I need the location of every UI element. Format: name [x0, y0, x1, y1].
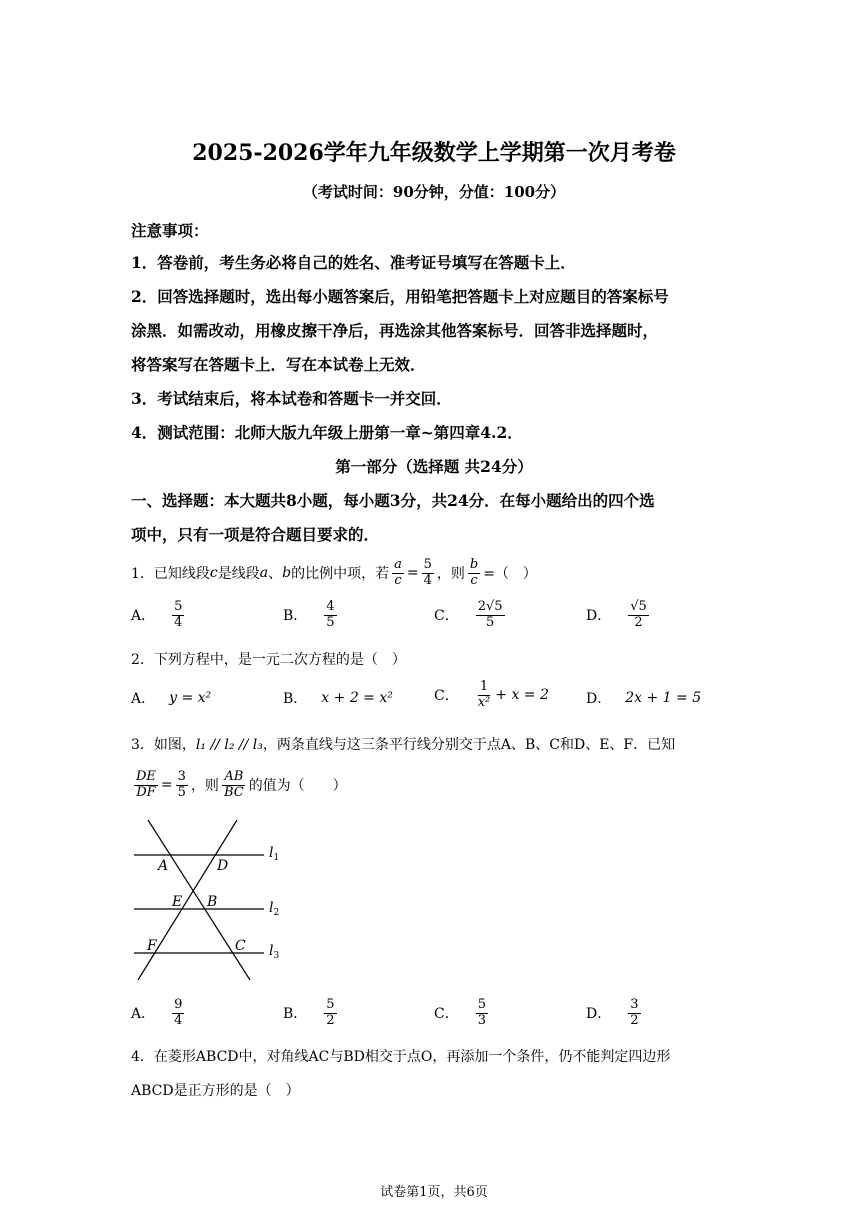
option-num: 4	[326, 599, 335, 614]
q3-cond-rnum: 3	[177, 769, 186, 784]
line-label-l2: $l_2$	[269, 900, 280, 918]
q1-cond-num: a	[394, 557, 402, 572]
option-text: y = x²	[169, 690, 212, 706]
q3-ask-den: BC	[223, 784, 244, 800]
point-label-f: F	[147, 938, 157, 954]
parallel-lines-figure	[128, 818, 298, 988]
q1-ask-den: c	[470, 572, 478, 588]
q1-cond-eq: =	[406, 565, 419, 582]
option-num: 1	[479, 679, 489, 694]
option-den: 2	[630, 1012, 639, 1028]
q3-cond-num: DE	[136, 769, 156, 784]
q3-condition-ratio	[176, 770, 188, 801]
q2-option-b[interactable]	[283, 688, 393, 708]
point-label-e: E	[172, 894, 183, 910]
q3-option-b[interactable]	[283, 998, 340, 1029]
option-num: 5	[477, 997, 486, 1012]
transversal-def	[138, 820, 237, 980]
option-label: A．	[131, 608, 156, 625]
q1-ask-num: b	[469, 557, 479, 572]
option-label: B．	[283, 691, 308, 707]
question-2-stem: 2．下列方程中，是一元二次方程的是（ ）	[131, 652, 406, 668]
option-den: 2	[634, 614, 643, 630]
q3-option-a[interactable]	[131, 998, 187, 1029]
point-label-c: C	[235, 938, 246, 954]
option-num: 5	[326, 997, 335, 1012]
note-2-line-1: 2．回答选择题时，选出每小题答案后，用铅笔把答题卡上对应题目的答案标号	[131, 287, 669, 306]
q2-option-c[interactable]	[434, 680, 549, 711]
q1-option-c[interactable]	[434, 600, 508, 631]
note-2-line-2: 涂黑．如需改动，用橡皮擦干净后，再选涂其他答案标号．回答非选择题时，	[131, 321, 659, 340]
option-label: D．	[586, 691, 612, 707]
q1-ask-eq: =（ ）	[483, 566, 537, 583]
q3-cond-rden: 5	[177, 784, 186, 800]
q2-option-a[interactable]	[131, 688, 211, 708]
option-den: 3	[477, 1012, 486, 1028]
note-3: 3．考试结束后，将本试卷和答题卡一并交回．	[131, 389, 452, 408]
q1-option-a[interactable]	[131, 600, 187, 631]
option-num: 3	[630, 997, 639, 1012]
option-text: + x = 2	[495, 687, 549, 704]
q3-ask-fraction	[222, 770, 246, 801]
question-1-stem	[131, 558, 751, 589]
option-num: 5	[174, 599, 183, 614]
q1-condition-ratio	[422, 558, 434, 589]
q1-mid2: 的比例中项，若	[291, 566, 390, 583]
note-1: 1．答卷前，考生务必将自己的姓名、准考证号填写在答题卡上．	[131, 253, 576, 272]
q1-condition-fraction	[392, 558, 404, 589]
q3-option-c[interactable]	[434, 998, 491, 1029]
q1-then: ，则	[436, 566, 465, 583]
question-3-condition	[131, 770, 751, 801]
q1-sep: 、	[268, 566, 283, 583]
page-footer: 试卷第1页，共6页	[380, 1185, 488, 1200]
question-4-stem-line-2: ABCD是正方形的是（ ）	[131, 1083, 300, 1099]
option-label: B．	[283, 1006, 308, 1023]
option-den: 5	[485, 614, 495, 630]
option-num: √5	[630, 599, 647, 614]
option-label: C．	[434, 608, 459, 625]
q1-var-a: a	[259, 565, 269, 582]
q3-cond-den: DF	[136, 784, 156, 800]
option-den: 5	[326, 614, 335, 630]
q3-condition-fraction	[134, 770, 158, 801]
part-heading: 第一部分（选择题 共24分）	[335, 457, 533, 476]
q1-var-c: c	[209, 565, 218, 582]
option-label: B．	[283, 608, 308, 625]
q3-then: ，则	[190, 778, 219, 795]
q3-stem-post: ，两条直线与这三条平行线分别交于点A、B、C和D、E、F．已知	[262, 737, 676, 753]
option-den: 4	[174, 614, 183, 630]
option-label: C．	[434, 1006, 459, 1023]
q3-stem-pre: 3．如图，	[131, 737, 196, 753]
point-label-b: B	[207, 894, 218, 910]
option-den: 4	[174, 1012, 183, 1028]
q1-cond-rnum: 5	[423, 557, 432, 572]
line-label-l3: $l_3$	[269, 943, 280, 961]
question-4-stem-line-1: 4．在菱形ABCD中，对角线AC与BD相交于点O，再添加一个条件，仍不能判定四边形	[131, 1049, 671, 1065]
q3-option-d[interactable]	[586, 998, 644, 1029]
option-num: 9	[174, 997, 183, 1012]
note-4: 4．测试范围：北师大版九年级上册第一章~第四章4.2．	[131, 423, 523, 442]
line-label-l1: $l_1$	[269, 845, 280, 863]
q2-option-d[interactable]	[586, 688, 701, 708]
q1-cond-den: c	[394, 572, 402, 588]
q3-cond-eq: =	[160, 777, 173, 794]
note-2-line-3: 将答案写在答题卡上．写在本试卷上无效．	[131, 355, 426, 374]
q1-cond-rden: 4	[423, 572, 432, 588]
notes-heading: 注意事项：	[131, 221, 209, 240]
point-label-d: D	[217, 858, 229, 874]
option-label: C．	[434, 688, 459, 705]
point-label-a: A	[158, 858, 169, 874]
section-instruction-line-2: 项中，只有一项是符合题目要求的．	[131, 525, 380, 544]
page-title: 2025-2026学年九年级数学上学期第一次月考卷	[192, 140, 676, 166]
option-label: D．	[586, 608, 612, 625]
q3-ask-post: 的值为（ ）	[248, 778, 347, 795]
q1-option-d[interactable]	[586, 600, 652, 631]
section-instruction-line-1: 一、选择题：本大题共8小题，每小题3分，共24分．在每小题给出的四个选	[131, 491, 655, 510]
q3-parallel-statement: l₁ // l₂ // l₃	[195, 737, 263, 753]
q1-mid: 是线段	[217, 566, 260, 583]
option-label: A．	[131, 691, 156, 707]
q1-ask-fraction	[468, 558, 480, 589]
q1-var-b: b	[282, 565, 292, 582]
transversal-adc	[148, 820, 250, 980]
option-text: 2x + 1 = 5	[625, 690, 702, 706]
option-text: x + 2 = x²	[321, 690, 393, 706]
option-label: D．	[586, 1006, 612, 1023]
option-den: x²	[477, 694, 491, 710]
question-3-stem	[131, 734, 751, 754]
q1-option-b[interactable]	[283, 600, 340, 631]
q3-ask-num: AB	[224, 769, 244, 784]
option-label: A．	[131, 1006, 156, 1023]
option-den: 2	[326, 1012, 335, 1028]
option-num: 2√5	[477, 599, 503, 614]
exam-info: （考试时间：90分钟，分值：100分）	[302, 183, 566, 201]
q1-pre: 1．已知线段	[131, 566, 210, 583]
